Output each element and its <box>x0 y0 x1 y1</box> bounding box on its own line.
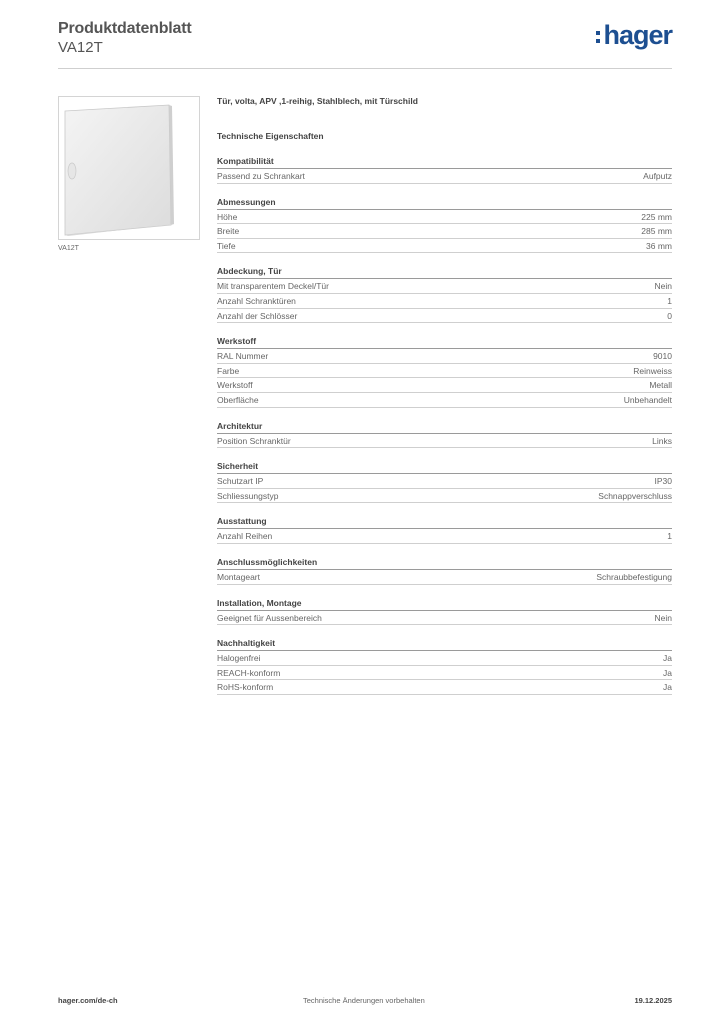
product-code: VA12T <box>58 39 103 56</box>
spec-value: 1 <box>667 295 672 306</box>
spec-label: Farbe <box>217 365 240 376</box>
spec-value: Ja <box>663 667 672 678</box>
spec-row <box>217 239 672 254</box>
spec-value: Metall <box>649 380 672 391</box>
spec-section <box>217 197 672 254</box>
spec-sections <box>217 156 672 695</box>
spec-value: Schraubbefestigung <box>596 571 672 582</box>
spec-content <box>217 96 672 695</box>
spec-label: Halogenfrei <box>217 653 261 664</box>
cabinet-door-image <box>59 97 199 239</box>
spec-label: Schliessungstyp <box>217 490 279 501</box>
spec-value: Ja <box>663 653 672 664</box>
spec-label: Anzahl der Schlösser <box>217 310 298 321</box>
spec-section <box>217 461 672 503</box>
spec-value: Ja <box>663 682 672 693</box>
spec-section <box>217 156 672 184</box>
spec-label: Passend zu Schrankart <box>217 171 305 181</box>
spec-section <box>217 266 672 323</box>
spec-value: Links <box>652 435 672 446</box>
spec-value: Schnappverschluss <box>598 490 672 501</box>
spec-row <box>217 224 672 239</box>
spec-row <box>217 474 672 489</box>
spec-label: Montageart <box>217 571 260 582</box>
spec-row <box>217 393 672 408</box>
spec-value: 0 <box>667 310 672 321</box>
spec-section <box>217 638 672 695</box>
spec-value: 285 mm <box>641 226 672 237</box>
spec-value: Nein <box>654 281 672 292</box>
spec-row <box>217 529 672 544</box>
section-title: Anschlussmöglichkeiten <box>217 557 672 570</box>
spec-section <box>217 516 672 544</box>
spec-row <box>217 349 672 364</box>
spec-row <box>217 651 672 666</box>
spec-value: Aufputz <box>643 171 672 181</box>
tech-properties-heading: Technische Eigenschaften <box>217 131 324 141</box>
spec-label: Anzahl Schranktüren <box>217 295 296 306</box>
image-caption: VA12T <box>58 245 79 252</box>
spec-section <box>217 598 672 626</box>
spec-label: RAL Nummer <box>217 351 269 362</box>
spec-label: Werkstoff <box>217 380 253 391</box>
section-title: Kompatibilität <box>217 156 672 169</box>
product-image <box>58 96 200 240</box>
spec-value: Reinweiss <box>633 365 672 376</box>
section-title: Nachhaltigkeit <box>217 638 672 651</box>
header-divider <box>58 68 672 69</box>
spec-value: IP30 <box>654 476 672 487</box>
spec-value: 36 mm <box>646 240 672 251</box>
page-footer <box>58 996 672 1008</box>
spec-label: Höhe <box>217 211 238 222</box>
section-title: Werkstoff <box>217 336 672 349</box>
section-title: Architektur <box>217 421 672 434</box>
footer-website: hager.com/de-ch <box>58 996 118 1005</box>
section-title: Ausstattung <box>217 516 672 529</box>
spec-row <box>217 364 672 379</box>
spec-row <box>217 210 672 225</box>
spec-label: Schutzart IP <box>217 476 264 487</box>
spec-section <box>217 421 672 449</box>
spec-value: Unbehandelt <box>623 394 672 405</box>
spec-row <box>217 279 672 294</box>
spec-row <box>217 570 672 585</box>
spec-label: REACH-konform <box>217 667 281 678</box>
spec-value: 9010 <box>653 351 672 362</box>
footer-notice: Technische Änderungen vorbehalten <box>303 996 425 1005</box>
spec-row <box>217 169 672 184</box>
logo-dots-icon <box>596 31 600 43</box>
product-description: Tür, volta, APV ,1-reihig, Stahlblech, mit Türschild <box>217 96 418 106</box>
section-title: Installation, Montage <box>217 598 672 611</box>
spec-value: Nein <box>654 612 672 623</box>
spec-section <box>217 557 672 585</box>
spec-label: Tiefe <box>217 240 236 251</box>
footer-date: 19.12.2025 <box>634 996 672 1005</box>
spec-label: Breite <box>217 226 240 237</box>
section-title: Sicherheit <box>217 461 672 474</box>
spec-label: Anzahl Reihen <box>217 531 273 542</box>
spec-row <box>217 378 672 393</box>
spec-row <box>217 611 672 626</box>
spec-label: Oberfläche <box>217 394 259 405</box>
spec-value: 225 mm <box>641 211 672 222</box>
spec-row <box>217 309 672 324</box>
spec-label: Mit transparentem Deckel/Tür <box>217 281 329 292</box>
spec-label: Position Schranktür <box>217 435 291 446</box>
logo-text: hager <box>603 19 672 50</box>
spec-label: RoHS-konform <box>217 682 274 693</box>
section-title: Abdeckung, Tür <box>217 266 672 279</box>
spec-row <box>217 680 672 695</box>
spec-row <box>217 434 672 449</box>
spec-value: 1 <box>667 531 672 542</box>
hager-logo <box>596 20 672 50</box>
page-header <box>58 20 672 70</box>
spec-section <box>217 336 672 407</box>
section-title: Abmessungen <box>217 197 672 210</box>
page-title: Produktdatenblatt <box>58 20 192 37</box>
spec-label: Geeignet für Aussenbereich <box>217 612 322 623</box>
spec-row <box>217 666 672 681</box>
spec-row <box>217 489 672 504</box>
spec-row <box>217 294 672 309</box>
